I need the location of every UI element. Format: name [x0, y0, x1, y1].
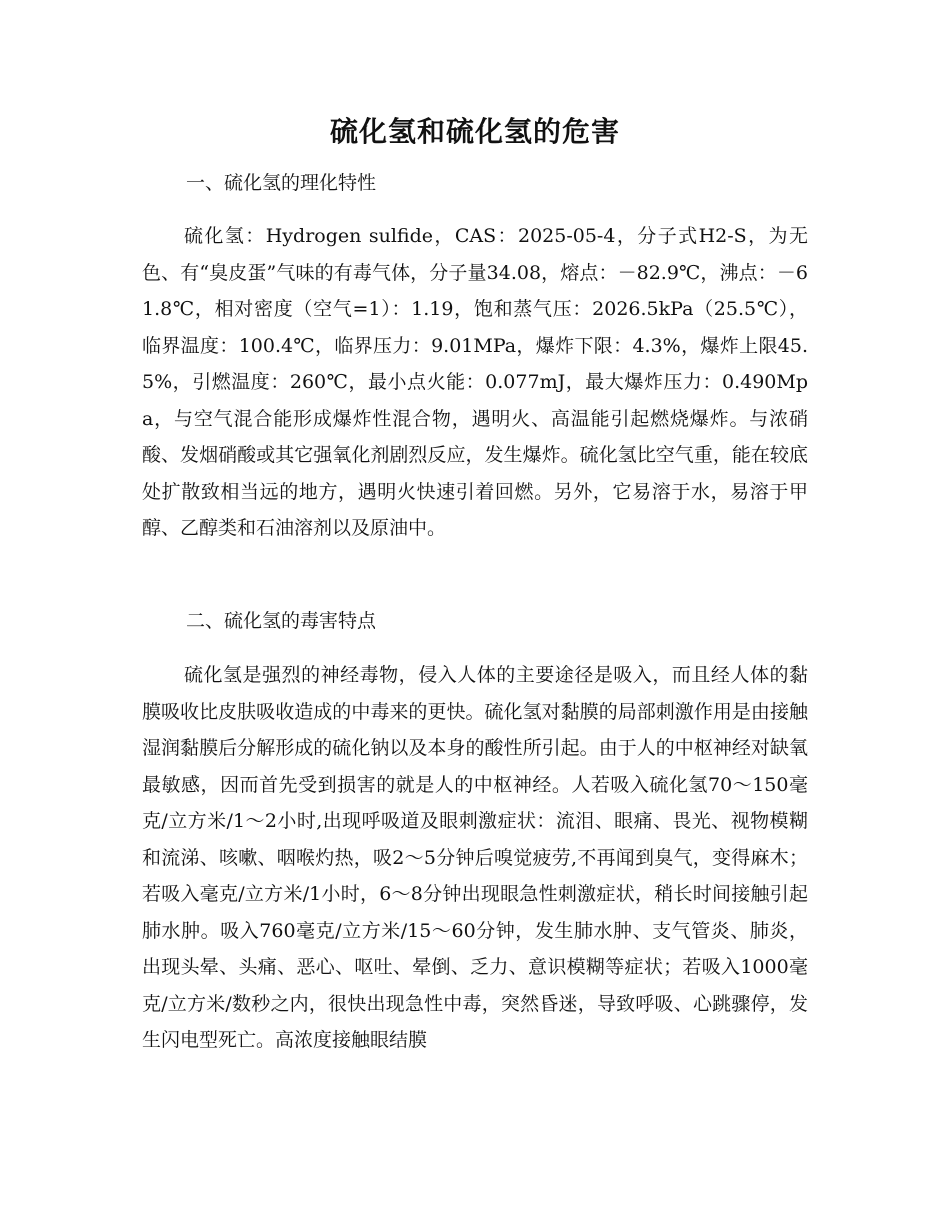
section-heading-toxicity: 二、硫化氢的毒害特点: [186, 610, 377, 632]
section-heading-properties: 一、硫化氢的理化特性: [186, 172, 377, 194]
section-paragraph-properties: 硫化氢：Hydrogen sulfide，CAS：2025-05-4，分子式H2-S，为无色、有“臭皮蛋”气味的有毒气体，分子量34.08，熔点：－82.9℃，沸点：－61.8℃，相对密度（空气=1）：1.19，饱和蒸气压：2026.5kPa（25.5℃），临界温度：100.4℃，临界压力：9.01MPa，爆炸下限：4.3%，爆炸上限45.5%，引燃温度：260℃，最小点火能：0.077mJ，最大爆炸压力：0.490Mpa，与空气混合能形成爆炸性混合物，遇明火、高温能引起燃烧爆炸。与浓硝酸、发烟硝酸或其它强氧化剂剧烈反应，发生爆炸。硫化氢比空气重，能在较底处扩散致相当远的地方，遇明火快速引着回燃。另外，它易溶于水，易溶于甲醇、乙醇类和石油溶剂以及原油中。: [142, 225, 808, 539]
section-paragraph-toxicity: 硫化氢是强烈的神经毒物，侵入人体的主要途径是吸入，而且经人体的黏膜吸收比皮肤吸收造成的中毒来的更快。硫化氢对黏膜的局部刺激作用是由接触湿润黏膜后分解形成的硫化钠以及本身的酸性所引起。由于人的中枢神经对缺氧最敏感，因而首先受到损害的就是人的中枢神经。人若吸入硫化氢70～150毫克/立方米/1～2小时,出现呼吸道及眼刺激症状：流泪、眼痛、畏光、视物模糊和流涕、咳嗽、咽喉灼热，吸2～5分钟后嗅觉疲劳,不再闻到臭气，变得麻木；若吸入毫克/立方米/1小时，6～8分钟出现眼急性刺激症状，稍长时间接触引起肺水肿。吸入760毫克/立方米/15～60分钟，发生肺水肿、支气管炎、肺炎，出现头晕、头痛、恶心、呕吐、晕倒、乏力、意识模糊等症状；若吸入1000毫克/立方米/数秒之内，很快出现急性中毒，突然昏迷，导致呼吸、心跳骤停，发生闪电型死亡。高浓度接触眼结膜: [142, 664, 808, 1051]
document-title: 硫化氢和硫化氢的危害: [329, 115, 620, 148]
